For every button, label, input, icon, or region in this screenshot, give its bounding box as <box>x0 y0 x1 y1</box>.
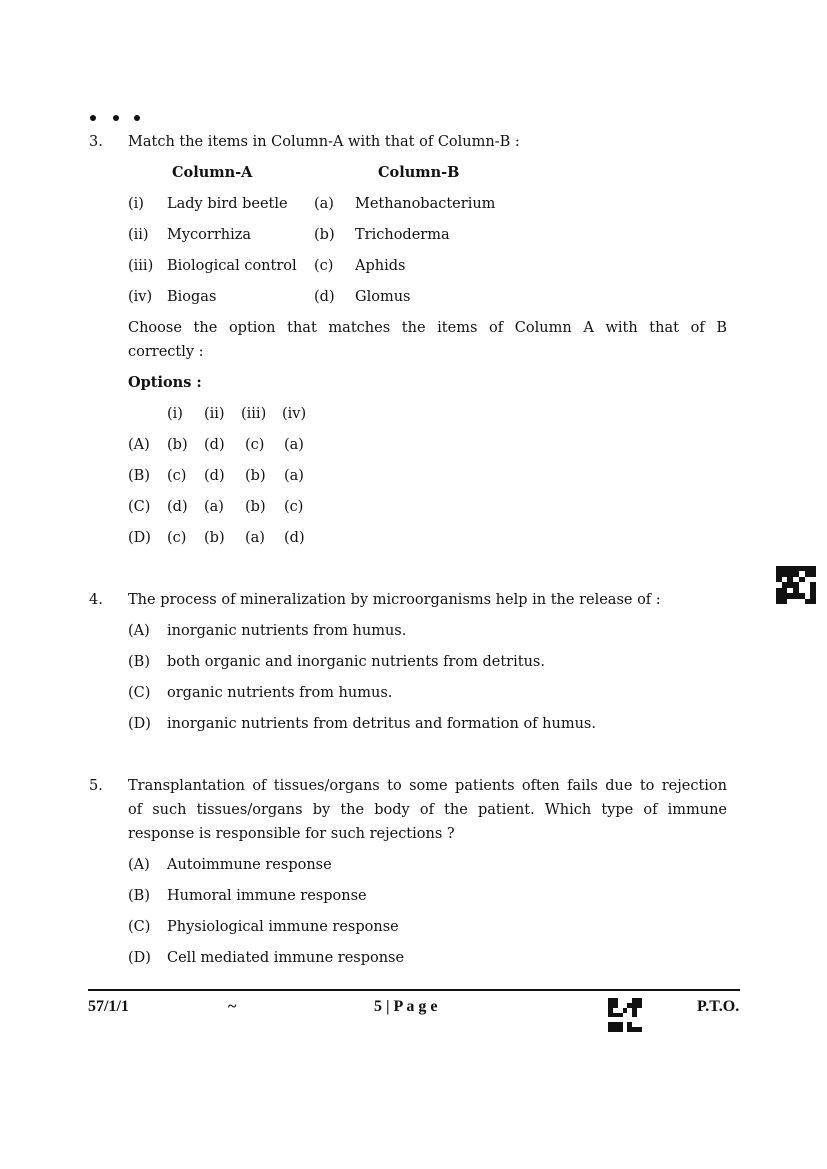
bullet-dot <box>113 115 119 121</box>
option-text: Humoral immune response <box>167 888 367 904</box>
option-text: organic nutrients from humus. <box>167 685 393 701</box>
option-label: (D) <box>128 950 151 966</box>
page-number: 5 | P a g e <box>374 998 438 1015</box>
option-label: (A) <box>128 437 150 453</box>
option-value: (d) <box>167 499 188 515</box>
option-label: (D) <box>128 716 151 732</box>
paper-code: 57/1/1 <box>88 998 129 1015</box>
option-text: inorganic nutrients from humus. <box>167 623 407 639</box>
option-value: (d) <box>284 530 305 546</box>
question-text: Match the items in Column-A with that of Column-B : <box>128 134 520 150</box>
option-text: Autoimmune response <box>167 857 332 873</box>
pto-label: P.T.O. <box>697 998 740 1015</box>
footer-divider <box>88 989 740 991</box>
option-text: Physiological immune response <box>167 919 399 935</box>
column-a-item: Mycorrhiza <box>167 227 252 243</box>
option-label: (C) <box>128 499 151 515</box>
qr-module <box>810 599 816 604</box>
question-text: Choose the option that matches the items of Column A with that of B <box>128 320 727 336</box>
option-label: (B) <box>128 654 150 670</box>
option-value: (d) <box>204 437 225 453</box>
option-value: (b) <box>245 468 266 484</box>
question-text: response is responsible for such rejections ? <box>128 826 455 842</box>
option-value: (d) <box>204 468 225 484</box>
option-label: (A) <box>128 623 150 639</box>
question-text: correctly : <box>128 344 204 360</box>
option-text: both organic and inorganic nutrients from detritus. <box>167 654 545 670</box>
option-column-header: (ii) <box>204 406 225 422</box>
question-number: 5. <box>89 778 103 794</box>
column-b-item: Trichoderma <box>355 227 450 243</box>
option-text: Cell mediated immune response <box>167 950 405 966</box>
column-a-item: Lady bird beetle <box>167 196 288 212</box>
option-label: (C) <box>128 685 151 701</box>
tilde-mark: ~ <box>228 998 237 1015</box>
question-number: 3. <box>89 134 103 150</box>
option-text: inorganic nutrients from detritus and formation of humus. <box>167 716 596 732</box>
column-b-item: Aphids <box>355 258 406 274</box>
option-column-header: (iv) <box>282 406 307 422</box>
column-a-numeral: (iii) <box>128 258 154 274</box>
option-value: (a) <box>245 530 265 546</box>
column-b-letter: (d) <box>314 289 335 305</box>
option-label: (B) <box>128 468 150 484</box>
option-value: (a) <box>284 468 304 484</box>
option-label: (B) <box>128 888 150 904</box>
option-value: (a) <box>204 499 224 515</box>
question-text: Transplantation of tissues/organs to some patients often fails due to rejection <box>128 778 727 794</box>
column-a-numeral: (iv) <box>128 289 153 305</box>
column-a-item: Biogas <box>167 289 217 305</box>
question-text: The process of mineralization by microorganisms help in the release of : <box>128 592 661 608</box>
column-b-letter: (b) <box>314 227 335 243</box>
qr-code-footer <box>608 998 642 1032</box>
column-b-header: Column-B <box>378 164 460 181</box>
bullet-dot <box>90 115 96 121</box>
option-label: (D) <box>128 530 151 546</box>
option-value: (b) <box>204 530 225 546</box>
option-value: (c) <box>167 468 187 484</box>
option-column-header: (i) <box>167 406 183 422</box>
column-a-header: Column-A <box>172 164 253 181</box>
column-b-item: Glomus <box>355 289 411 305</box>
column-b-letter: (c) <box>314 258 334 274</box>
column-b-letter: (a) <box>314 196 334 212</box>
qr-module <box>637 1027 642 1032</box>
option-value: (c) <box>284 499 304 515</box>
question-text: of such tissues/organs by the body of the patient. Which type of immune <box>128 802 727 818</box>
option-label: (C) <box>128 919 151 935</box>
options-label: Options : <box>128 374 202 391</box>
qr-code-side <box>776 566 816 604</box>
option-value: (c) <box>167 530 187 546</box>
column-a-numeral: (ii) <box>128 227 149 243</box>
option-label: (A) <box>128 857 150 873</box>
option-value: (a) <box>284 437 304 453</box>
column-b-item: Methanobacterium <box>355 196 496 212</box>
column-a-item: Biological control <box>167 258 297 274</box>
column-a-numeral: (i) <box>128 196 144 212</box>
option-value: (b) <box>245 499 266 515</box>
option-column-header: (iii) <box>241 406 267 422</box>
option-value: (c) <box>245 437 265 453</box>
bullet-dot <box>134 115 140 121</box>
question-number: 4. <box>89 592 103 608</box>
option-value: (b) <box>167 437 188 453</box>
